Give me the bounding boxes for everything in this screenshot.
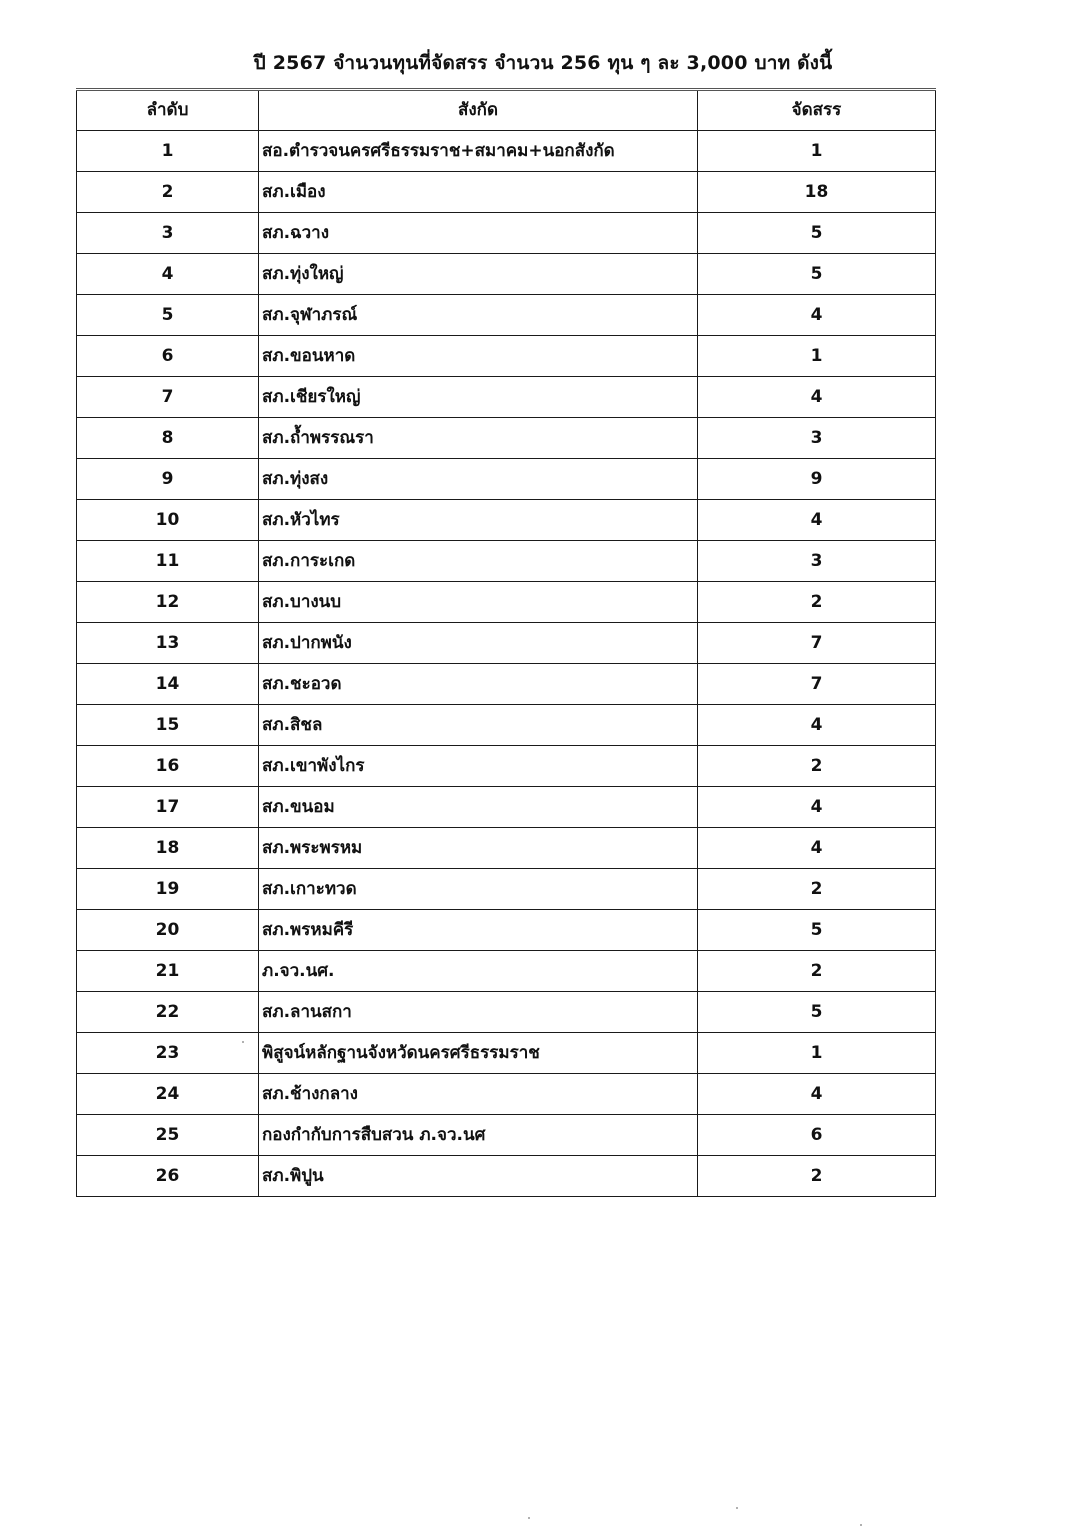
- table-row: [77, 869, 936, 910]
- row-number: 4: [77, 254, 259, 295]
- table-row: [77, 213, 936, 254]
- row-allocation: 4: [698, 705, 936, 746]
- row-number: 10: [77, 500, 259, 541]
- row-number: 8: [77, 418, 259, 459]
- header-unit: สังกัด: [259, 90, 698, 131]
- row-unit: ภ.จว.นศ.: [259, 951, 698, 992]
- table-row: [77, 254, 936, 295]
- row-allocation: 5: [698, 910, 936, 951]
- row-allocation: 2: [698, 951, 936, 992]
- table-row: [77, 746, 936, 787]
- row-number: 16: [77, 746, 259, 787]
- row-unit: สภ.ขนอม: [259, 787, 698, 828]
- row-number: 13: [77, 623, 259, 664]
- row-allocation: 5: [698, 213, 936, 254]
- row-unit: สภ.ขอนหาด: [259, 336, 698, 377]
- table-row: [77, 131, 936, 172]
- row-unit: สภ.พรหมคีรี: [259, 910, 698, 951]
- row-allocation: 1: [698, 1033, 936, 1074]
- row-allocation: 3: [698, 541, 936, 582]
- row-allocation: 2: [698, 869, 936, 910]
- row-unit: พิสูจน์หลักฐานจังหวัดนครศรีธรรมราช: [259, 1033, 698, 1074]
- row-allocation: 4: [698, 787, 936, 828]
- table-row: [77, 418, 936, 459]
- row-number: 5: [77, 295, 259, 336]
- row-unit: สภ.ช้างกลาง: [259, 1074, 698, 1115]
- row-unit: สภ.หัวไทร: [259, 500, 698, 541]
- row-number: 20: [77, 910, 259, 951]
- row-allocation: 9: [698, 459, 936, 500]
- row-unit: สภ.พระพรหม: [259, 828, 698, 869]
- row-unit: สภ.ปากพนัง: [259, 623, 698, 664]
- row-allocation: 1: [698, 336, 936, 377]
- table-row: [77, 1115, 936, 1156]
- table-row: [77, 500, 936, 541]
- table-row: [77, 705, 936, 746]
- row-number: 23: [77, 1033, 259, 1074]
- row-number: 11: [77, 541, 259, 582]
- row-unit: สอ.ตำรวจนครศรีธรรมราช+สมาคม+นอกสังกัด: [259, 131, 698, 172]
- row-unit: สภ.ทุ่งใหญ่: [259, 254, 698, 295]
- table-row: [77, 1156, 936, 1197]
- scan-speck: [528, 1517, 530, 1519]
- row-number: 22: [77, 992, 259, 1033]
- row-number: 12: [77, 582, 259, 623]
- row-number: 9: [77, 459, 259, 500]
- row-unit: สภ.เขาพังไกร: [259, 746, 698, 787]
- row-allocation: 1: [698, 131, 936, 172]
- table-row: [77, 1074, 936, 1115]
- row-unit: สภ.เกาะทวด: [259, 869, 698, 910]
- table-row: [77, 336, 936, 377]
- table-row: [77, 623, 936, 664]
- row-allocation: 4: [698, 295, 936, 336]
- table-row: [77, 295, 936, 336]
- table-row: [77, 172, 936, 213]
- row-unit: สภ.บางนบ: [259, 582, 698, 623]
- row-number: 15: [77, 705, 259, 746]
- table-row: [77, 787, 936, 828]
- row-number: 21: [77, 951, 259, 992]
- allocation-table: [76, 88, 936, 1197]
- row-number: 25: [77, 1115, 259, 1156]
- row-number: 17: [77, 787, 259, 828]
- row-allocation: 7: [698, 664, 936, 705]
- table-row: [77, 582, 936, 623]
- row-unit: สภ.พิปูน: [259, 1156, 698, 1197]
- row-allocation: 2: [698, 1156, 936, 1197]
- page-title: ปี 2567 จำนวนทุนที่จัดสรร จำนวน 256 ทุน ๆ ละ 3,000 บาท ดังนี้: [253, 52, 833, 74]
- row-number: 2: [77, 172, 259, 213]
- row-allocation: 18: [698, 172, 936, 213]
- scan-speck: [860, 1524, 862, 1526]
- row-allocation: 5: [698, 992, 936, 1033]
- scan-speck: [736, 1507, 738, 1509]
- row-allocation: 2: [698, 582, 936, 623]
- row-allocation: 4: [698, 1074, 936, 1115]
- row-unit: สภ.การะเกด: [259, 541, 698, 582]
- row-unit: สภ.ชะอวด: [259, 664, 698, 705]
- table-row: [77, 664, 936, 705]
- scan-speck: [242, 1041, 244, 1043]
- row-unit: สภ.ถ้ำพรรณรา: [259, 418, 698, 459]
- row-number: 1: [77, 131, 259, 172]
- row-unit: กองกำกับการสืบสวน ภ.จว.นศ: [259, 1115, 698, 1156]
- row-number: 18: [77, 828, 259, 869]
- table-row: [77, 910, 936, 951]
- row-allocation: 2: [698, 746, 936, 787]
- row-allocation: 4: [698, 500, 936, 541]
- row-number: 24: [77, 1074, 259, 1115]
- table-row: [77, 459, 936, 500]
- table-row: [77, 377, 936, 418]
- row-allocation: 4: [698, 828, 936, 869]
- row-unit: สภ.เชียรใหญ่: [259, 377, 698, 418]
- row-number: 7: [77, 377, 259, 418]
- row-allocation: 4: [698, 377, 936, 418]
- row-unit: สภ.เมือง: [259, 172, 698, 213]
- row-number: 3: [77, 213, 259, 254]
- row-number: 26: [77, 1156, 259, 1197]
- row-allocation: 5: [698, 254, 936, 295]
- row-allocation: 7: [698, 623, 936, 664]
- header-order: ลำดับ: [77, 90, 259, 131]
- row-number: 14: [77, 664, 259, 705]
- row-unit: สภ.สิชล: [259, 705, 698, 746]
- table-row: [77, 951, 936, 992]
- header-allocation: จัดสรร: [698, 90, 936, 131]
- row-number: 6: [77, 336, 259, 377]
- row-allocation: 3: [698, 418, 936, 459]
- table-row: [77, 1033, 936, 1074]
- table-row: [77, 828, 936, 869]
- row-unit: สภ.จุฬาภรณ์: [259, 295, 698, 336]
- row-unit: สภ.ทุ่งสง: [259, 459, 698, 500]
- table-row: [77, 992, 936, 1033]
- table-row: [77, 541, 936, 582]
- table-header: [77, 90, 936, 131]
- row-unit: สภ.ฉวาง: [259, 213, 698, 254]
- row-allocation: 6: [698, 1115, 936, 1156]
- row-unit: สภ.ลานสกา: [259, 992, 698, 1033]
- header-row: [77, 90, 936, 131]
- table-body: [77, 131, 936, 1197]
- row-number: 19: [77, 869, 259, 910]
